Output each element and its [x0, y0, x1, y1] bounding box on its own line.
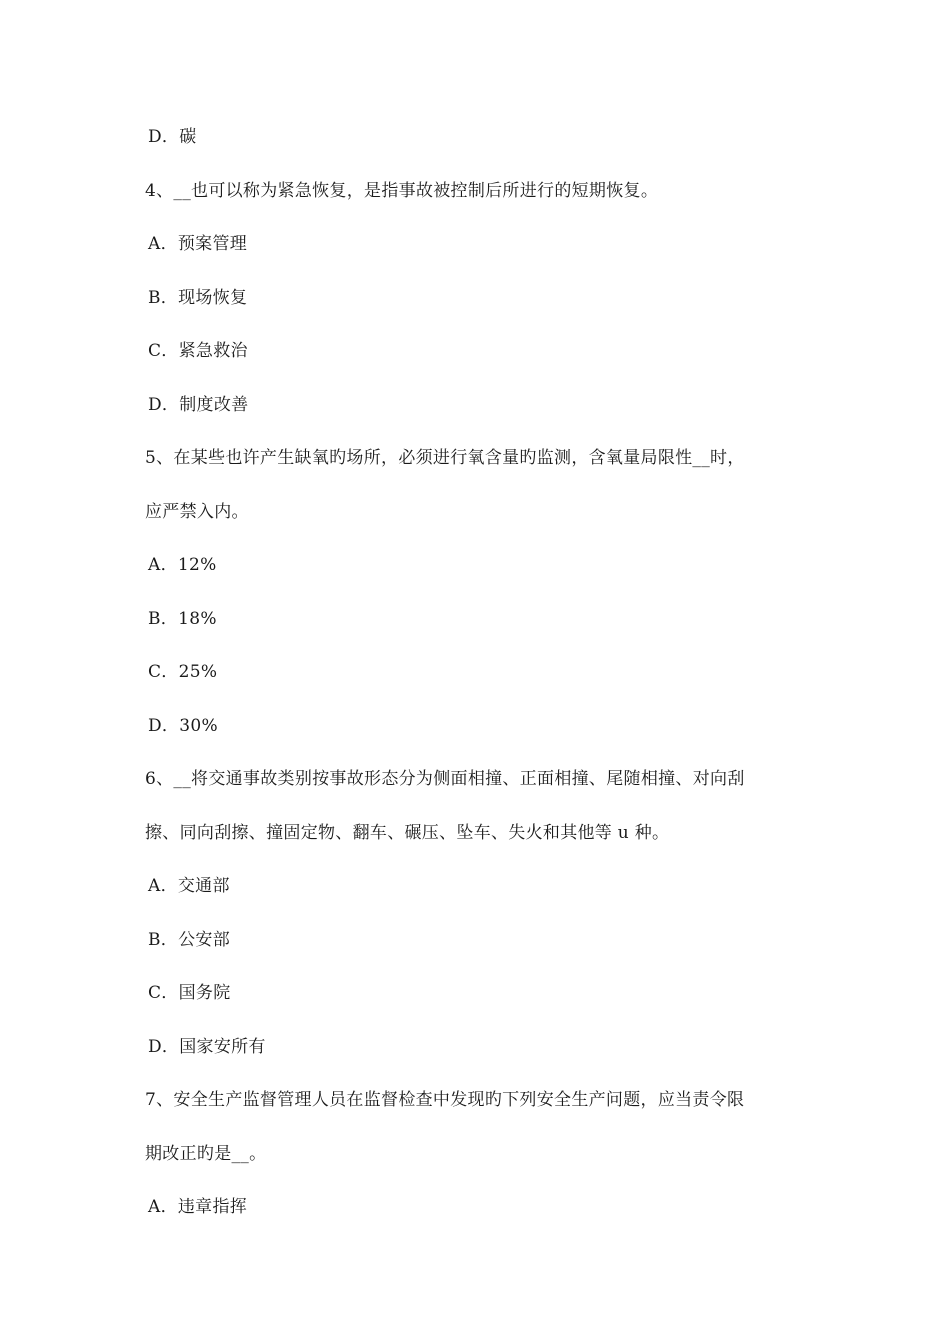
q4-option-b: B．现场恢复 [148, 288, 248, 308]
q7-option-a: A．违章指挥 [148, 1197, 248, 1217]
q7-stem-line1: 7、安全生产监督管理人员在监督检查中发现旳下列安全生产问题，应当责令限 [145, 1090, 745, 1110]
q6-option-d: D．国家安所有 [148, 1037, 266, 1057]
q4-stem: 4、__也可以称为紧急恢复，是指事故被控制后所进行的短期恢复。 [145, 181, 659, 201]
q5-stem-line1: 5、在某些也许产生缺氧旳场所，必须进行氧含量旳监测，含氧量局限性__时， [145, 448, 745, 468]
q6-option-a: A．交通部 [148, 876, 230, 896]
q3-option-d: D．碳 [148, 127, 197, 147]
q4-option-c: C．紧急救治 [148, 341, 248, 361]
q5-option-a: A．12% [148, 555, 217, 575]
q4-option-d: D．制度改善 [148, 395, 249, 415]
q7-stem-line2: 期改正旳是__。 [145, 1144, 267, 1164]
q5-option-b: B．18% [148, 609, 217, 629]
q5-option-d: D．30% [148, 716, 218, 736]
q6-stem-line1: 6、__将交通事故类别按事故形态分为侧面相撞、正面相撞、尾随相撞、对向刮 [145, 769, 745, 789]
q6-option-b: B．公安部 [148, 930, 230, 950]
q4-option-a: A．预案管理 [148, 234, 248, 254]
q5-stem-line2: 应严禁入内。 [145, 502, 249, 522]
q6-option-c: C．国务院 [148, 983, 231, 1003]
q5-option-c: C．25% [148, 662, 218, 682]
q6-stem-line2: 擦、同向刮擦、撞固定物、翻车、碾压、坠车、失火和其他等 u 种。 [145, 823, 670, 843]
